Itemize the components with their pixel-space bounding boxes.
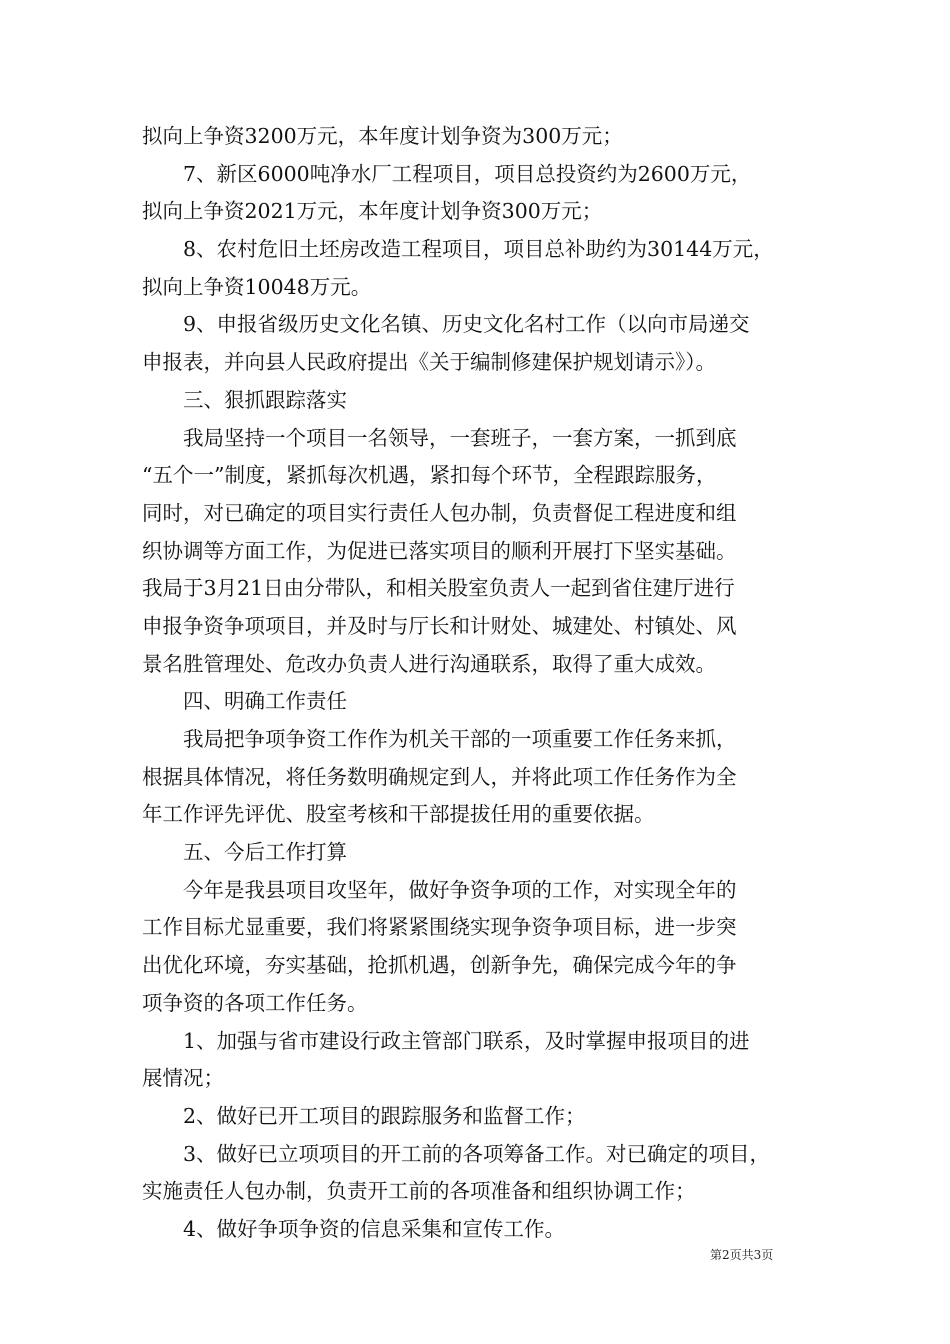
section-heading: 三、狠抓跟踪落实 [183,387,347,412]
text-line: 1、加强与省市建设行政主管部门联系，及时掌握申报项目的进 [183,1028,750,1053]
section-heading: 四、明确工作责任 [183,689,347,714]
text-line: 同时，对已确定的项目实行责任人包办制，负责督促工程进度和组 [142,500,737,525]
text-line: 拟向上争资2021万元，本年度计划争资300万元； [142,199,603,224]
text-line: 织协调等方面工作，为促进已落实项目的顺利开展打下坚实基础。 [142,538,737,563]
text-line: 展情况； [142,1066,224,1091]
text-line: 9、申报省级历史文化名镇、历史文化名村工作（以向市局递交 [183,312,750,337]
text-line: 今年是我县项目攻坚年，做好争资争项的工作，对实现全年的 [183,877,737,902]
text-line: 拟向上争资3200万元，本年度计划争资为300万元； [142,124,623,148]
text-line: 出优化环境，夯实基础，抢抓机遇，创新争先，确保完成今年的争 [142,953,737,978]
text-line: 年工作评先评优、股室考核和干部提拔任用的重要依据。 [142,802,655,827]
text-line: 实施责任人包办制，负责开工前的各项准备和组织协调工作； [142,1179,696,1204]
text-line: 4、做好争项争资的信息采集和宣传工作。 [183,1216,566,1241]
body-text [142,118,810,1249]
page-number: 第2页共3页 [710,1248,774,1262]
text-line: 景名胜管理处、危改办负责人进行沟通联系，取得了重大成效。 [142,651,716,676]
text-line: 项争资的各项工作任务。 [142,990,368,1015]
text-line: 工作目标尤显重要，我们将紧紧围绕实现争资争项目标，进一步突 [142,915,737,940]
text-line: 拟向上争资10048万元。 [142,274,372,299]
text-line: 申报表，并向县人民政府提出《关于编制修建保护规划请示》）。 [142,350,716,375]
text-line: 我局把争项争资工作作为机关干部的一项重要工作任务来抓， [183,727,737,751]
text-line: 我局于3月21日由分带队，和相关股室负责人一起到省住建厅进行 [142,576,735,601]
section-heading: 五、今后工作打算 [183,840,347,865]
text-line: 7、新区6000吨净水厂工程项目，项目总投资约为2600万元， [183,161,752,186]
text-line: 申报争资争项项目，并及时与厅长和计财处、城建处、村镇处、风 [142,613,737,638]
text-line: “五个一”制度，紧抓每次机遇，紧扣每个环节，全程跟踪服务， [142,463,717,488]
text-line: 根据具体情况，将任务数明确规定到人，并将此项工作任务作为全 [142,764,737,789]
text-line: 2、做好已开工项目的跟踪服务和监督工作； [183,1103,586,1128]
text-line: 8、农村危旧土坯房改造工程项目，项目总补助约为30144万元， [183,237,774,262]
text-line: 我局坚持一个项目一名领导，一套班子，一套方案，一抓到底 [183,425,737,450]
text-line: 3、做好已立项项目的开工前的各项筹备工作。对已确定的项目， [183,1141,771,1166]
